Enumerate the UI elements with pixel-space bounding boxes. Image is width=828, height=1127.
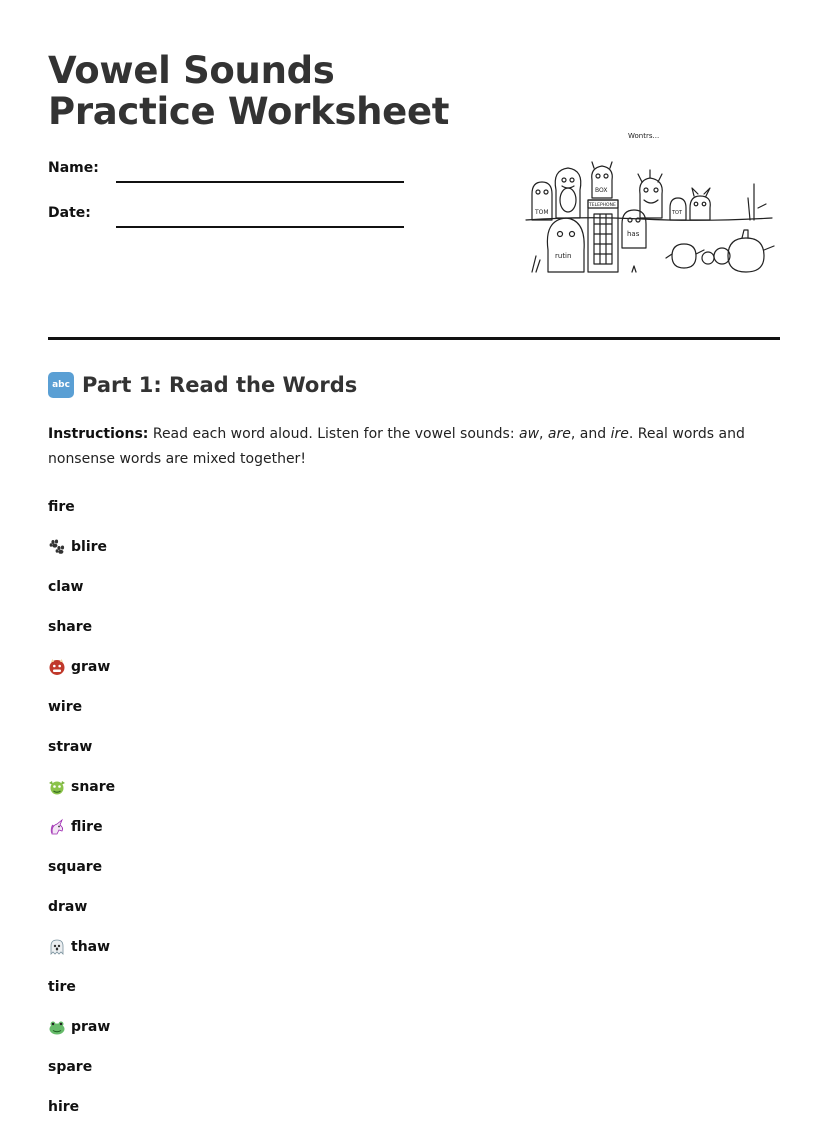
word-item <box>48 607 448 647</box>
word-text: share <box>48 619 93 635</box>
word-item <box>48 1047 448 1087</box>
word-text: thaw <box>71 939 111 955</box>
monster-illustration <box>522 124 782 280</box>
date-field <box>48 205 408 235</box>
word-item <box>48 887 448 927</box>
instructions-sep-2: , and <box>570 426 611 442</box>
word-text: tire <box>48 979 76 995</box>
sound-are: are <box>547 426 571 442</box>
label-telephone: TELEPHONE <box>589 203 616 208</box>
date-blank-line <box>116 226 404 228</box>
label-tom: TOM <box>535 209 549 216</box>
name-blank-line <box>116 181 404 183</box>
part1-heading <box>48 372 357 398</box>
unicorn-icon <box>48 818 66 836</box>
word-text: straw <box>48 739 93 755</box>
word-text: snare <box>71 779 116 795</box>
word-item <box>48 727 448 767</box>
section-divider <box>48 337 780 340</box>
instructions-label: Instructions: <box>48 426 149 442</box>
word-text: spare <box>48 1059 93 1075</box>
word-text: flire <box>71 819 103 835</box>
word-text: draw <box>48 899 88 915</box>
word-text: blire <box>71 539 108 555</box>
goblin-face-icon <box>48 778 66 796</box>
word-item <box>48 527 448 567</box>
word-text: claw <box>48 579 84 595</box>
instructions-text-2: . Real words and nonsense words are mixed together! <box>48 426 745 467</box>
word-item <box>48 847 448 887</box>
part1-title: Part 1: Read the Words <box>82 373 358 397</box>
frog-icon <box>48 1018 66 1036</box>
name-field <box>48 160 408 190</box>
worksheet-title: Vowel Sounds Practice Worksheet <box>48 49 450 133</box>
word-item <box>48 1007 448 1047</box>
paw-prints-icon <box>48 538 66 556</box>
word-text: fire <box>48 499 75 515</box>
word-text: hire <box>48 1099 80 1115</box>
word-item <box>48 647 448 687</box>
word-list <box>48 487 448 1127</box>
word-item <box>48 807 448 847</box>
ghost-icon <box>48 938 66 956</box>
name-label: Name: <box>48 160 99 176</box>
ogre-mask-icon <box>48 658 66 676</box>
word-item <box>48 487 448 527</box>
sound-aw: aw <box>518 426 540 442</box>
abc-icon: abc <box>48 372 74 398</box>
label-box: BOX <box>595 187 608 194</box>
word-item <box>48 1087 448 1127</box>
label-tot: TOT <box>672 210 683 216</box>
label-rutin: rutin <box>555 252 572 260</box>
instructions-paragraph <box>48 422 780 472</box>
word-item <box>48 927 448 967</box>
sound-ire: ire <box>610 426 629 442</box>
word-item <box>48 567 448 607</box>
word-text: wire <box>48 699 83 715</box>
word-item <box>48 767 448 807</box>
instructions-sep-1: , <box>539 426 548 442</box>
word-text: square <box>48 859 103 875</box>
word-item <box>48 687 448 727</box>
label-has: has <box>627 230 640 238</box>
word-text: praw <box>71 1019 111 1035</box>
word-item <box>48 967 448 1007</box>
illustration-caption: Wontrs... <box>628 132 660 140</box>
instructions-text-1: Read each word aloud. Listen for the vowel sounds: <box>148 426 519 442</box>
date-label: Date: <box>48 205 91 221</box>
word-text: graw <box>71 659 111 675</box>
